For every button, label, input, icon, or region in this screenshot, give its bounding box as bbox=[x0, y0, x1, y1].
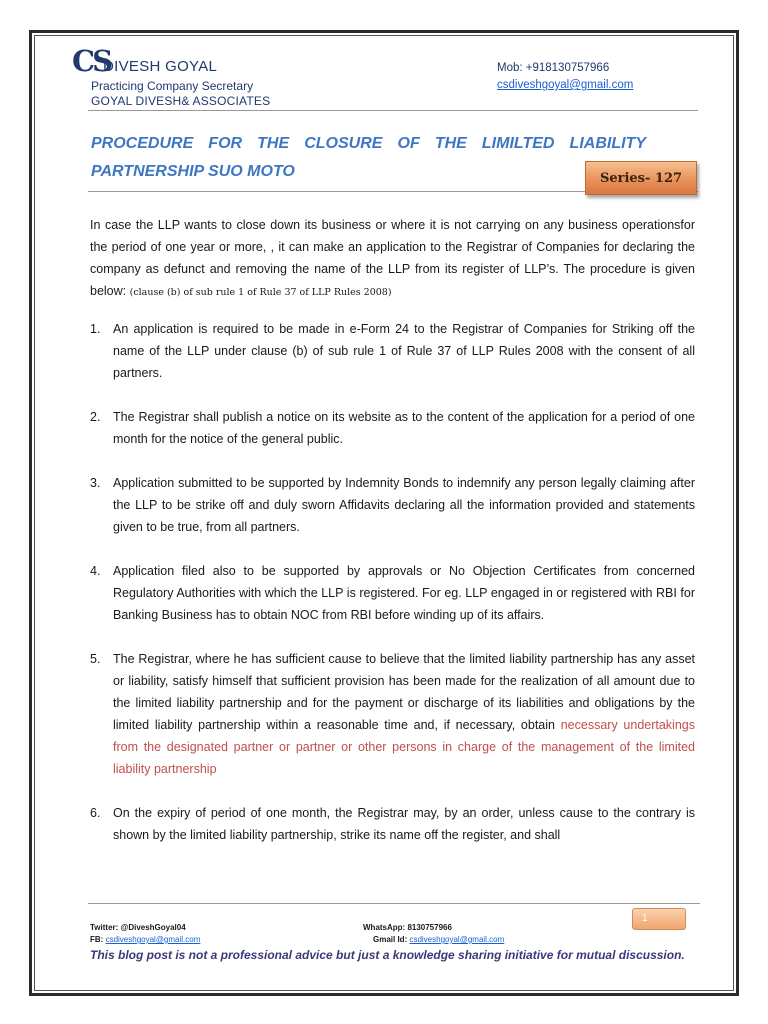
document-body bbox=[90, 214, 695, 868]
list-item bbox=[90, 318, 695, 384]
footer-gmail-link[interactable]: csdiveshgoyal@gmail.com bbox=[409, 935, 505, 944]
footer-twitter: Twitter: @DiveshGoyal04 bbox=[90, 923, 186, 932]
list-item-text: An application is required to be made in e-Form 24 to the Registrar of Companies for Striking off the name of the LLP under clause (b) of sub rule 1 of Rule 37 of LLP Rules 2008 with the consent of all partners. bbox=[113, 322, 695, 380]
list-item-text: Application filed also to be supported by approvals or No Objection Certificates from concerned Regulatory Authorities with which the LLP is registered. For eg. LLP engaged in or registered with RBI for Banking Business has to obtain NOC from RBI before winding up of its affairs. bbox=[113, 564, 695, 622]
list-item-number: 2. bbox=[90, 410, 101, 424]
list-item-text: Application submitted to be supported by Indemnity Bonds to indemnify any person legally claiming after the LLP to be strike off and duly sworn Affidavits declaring all the information provided and statements given to be true, from all partners. bbox=[113, 476, 695, 534]
page-title: PROCEDURE FOR THE CLOSURE OF THE LIMILTED LIABILITY PARTNERSHIP SUO MOTO bbox=[91, 135, 646, 180]
list-item-number: 6. bbox=[90, 806, 101, 820]
list-item bbox=[90, 406, 695, 450]
footer-facebook bbox=[90, 935, 200, 944]
list-item-text: On the expiry of period of one month, the Registrar may, by an order, unless cause to the contrary is shown by the limited liability partnership, strike its name off the register, and shall bbox=[113, 806, 695, 842]
footer-fb-link[interactable]: csdiveshgoyal@gmail.com bbox=[105, 935, 201, 944]
procedure-list bbox=[90, 318, 695, 846]
mobile-number: Mob: +918130757966 bbox=[497, 62, 610, 74]
list-item-number: 5. bbox=[90, 652, 101, 666]
intro-paragraph bbox=[90, 214, 695, 304]
intro-text: In case the LLP wants to close down its business or where it is not carrying on any business operationsfor the period of one year or more, , it can make an application to the Registrar of Companies for declaring the company as defunct and removing the name of the LLP from its register of LLP’s. The procedure is given below: bbox=[90, 218, 695, 298]
footer-divider bbox=[88, 903, 700, 904]
list-item bbox=[90, 560, 695, 626]
footer-disclaimer: This blog post is not a professional advice but just a knowledge sharing initiative for mutual discussion. bbox=[90, 948, 685, 962]
header-email-link[interactable]: csdiveshgoyal@gmail.com bbox=[497, 79, 634, 91]
firm-name: GOYAL DIVESH& ASSOCIATES bbox=[91, 94, 271, 108]
list-item bbox=[90, 472, 695, 538]
list-item-number: 1. bbox=[90, 322, 101, 336]
footer-whatsapp: WhatsApp: 8130757966 bbox=[363, 923, 452, 932]
footer-fb-label: FB: bbox=[90, 935, 106, 944]
list-item bbox=[90, 648, 695, 780]
list-item bbox=[90, 802, 695, 846]
header-divider bbox=[88, 110, 698, 111]
list-item-text: The Registrar, where he has sufficient cause to believe that the limited liability partnership has any asset or liability, satisfy himself that sufficient provision has been made for the realization of all amount due to the limited liability partnership and for the payment or discharge of its liabilities and obligations by the limited liability partnership within a reasonable time and, if necessary, obtain bbox=[113, 652, 695, 732]
footer-gmail bbox=[373, 935, 504, 944]
brand-name: DIVESH GOYAL bbox=[103, 58, 218, 75]
list-item-number: 3. bbox=[90, 476, 101, 490]
footer-gmail-label: Gmail Id: bbox=[373, 935, 410, 944]
cs-logo: CS bbox=[72, 44, 111, 78]
designation-text: Practicing Company Secretary bbox=[91, 79, 254, 93]
series-badge: Series- 127 bbox=[585, 161, 697, 195]
page-number-badge: 1 bbox=[632, 908, 686, 930]
list-item-number: 4. bbox=[90, 564, 101, 578]
list-item-text: The Registrar shall publish a notice on its website as to the content of the application for a period of one month for the notice of the general public. bbox=[113, 410, 695, 446]
list-item-highlight: necessary undertakings from the designated partner or partner or other persons in charge of the management of the limited liability partnership bbox=[113, 718, 695, 776]
intro-citation: (clause (b) of sub rule 1 of Rule 37 of LLP Rules 2008) bbox=[129, 287, 392, 298]
